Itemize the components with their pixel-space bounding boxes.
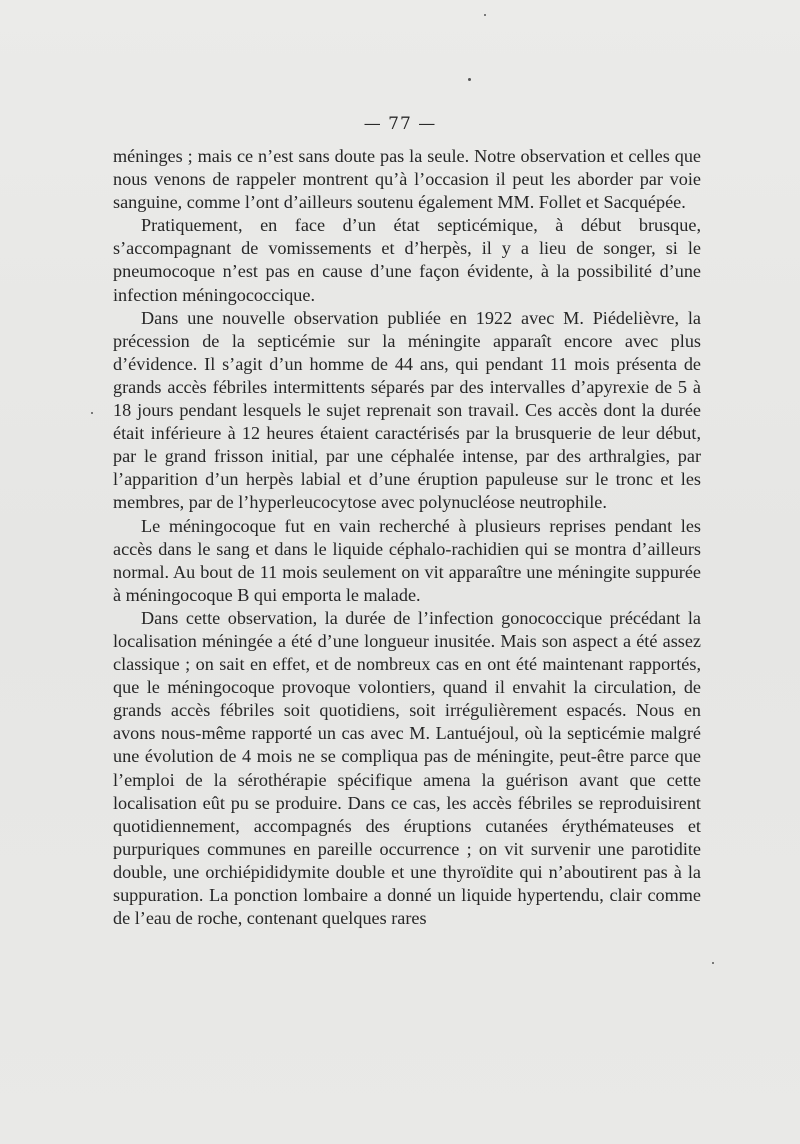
page-number: — 77 — <box>363 114 437 134</box>
paper-speck <box>468 78 471 81</box>
paragraph: méninges ; mais ce n’est sans doute pas la seule. Notre observation et celles que nous venons de rappeler montrent qu’à l’occasion il peut les aborder par voie sanguine, comme l’ont d’ailleurs soutenu également MM. Follet et Sacquépée. <box>113 146 701 213</box>
paragraph: Dans une nouvelle observation publiée en 1922 avec M. Piédelièvre, la précession de la septicémie sur la méningite apparaît encore avec plus d’évidence. Il s’agit d’un homme de 44 ans, qui pendant 11 mois présenta de grands accès fébriles intermittents séparés par des intervalles d’apyrexie de 5 à 18 jours pendant lesquels le sujet reprenait son travail. Ces accès dont la durée était inférieure à 12 heures étaient caractérisés par la brusquerie de leur début, par le grand frisson initial, par une céphalée intense, par des arthralgies, par l’apparition d’un herpès labial et d’une éruption papuleuse sur le tronc et les membres, par de l’hyperleucocytose avec polynucléose neutrophile. <box>113 307 701 513</box>
body-text <box>113 145 701 930</box>
paragraph: Dans cette observation, la durée de l’infection gonococcique précédant la localisation méningée a été d’une longueur inusitée. Mais son aspect a été assez classique ; on sait en effet, et de nombreux cas en ont été maintenant rapportés, que le méningocoque provoque volontiers, quand il envahit la circulation, de grands accès fébriles soit quotidiens, soit irrégulièrement espacés. Nous en avons nous-même rapporté un cas avec M. Lantuéjoul, où la septicémie malgré une évolution de 4 mois ne se compliqua pas de méningite, peut-être parce que l’emploi de la sérothérapie spécifique amena la guérison avant que cette localisation eût pu se produire. Dans ce cas, les accès fébriles se reproduisirent quotidiennement, accompagnés des éruptions cutanées érythémateuses et purpuriques communes en pareille occurrence ; on vit survenir une parotidite double, une orchiépididymite double et une thyroïdite qui n’aboutirent pas à la suppuration. La ponction lombaire a donné un liquide hypertendu, clair comme de l’eau de roche, contenant quelques rares <box>113 607 701 929</box>
paper-speck <box>712 962 714 964</box>
paragraph: Pratiquement, en face d’un état septicémique, à début brusque, s’accompagnant de vomissements et d’herpès, il y a lieu de songer, si le pneumocoque n’est pas en cause d’une façon évidente, à la possibilité d’une infection méningococcique. <box>113 215 701 305</box>
paragraph: Le méningocoque fut en vain recherché à plusieurs reprises pendant les accès dans le sang et dans le liquide céphalo-rachidien qui se montra d’ailleurs normal. Au bout de 11 mois seulement on vit apparaître une méningite suppurée à méningocoque B qui emporta le malade. <box>113 515 701 605</box>
paper-speck <box>91 412 93 414</box>
paper-speck <box>484 14 486 16</box>
